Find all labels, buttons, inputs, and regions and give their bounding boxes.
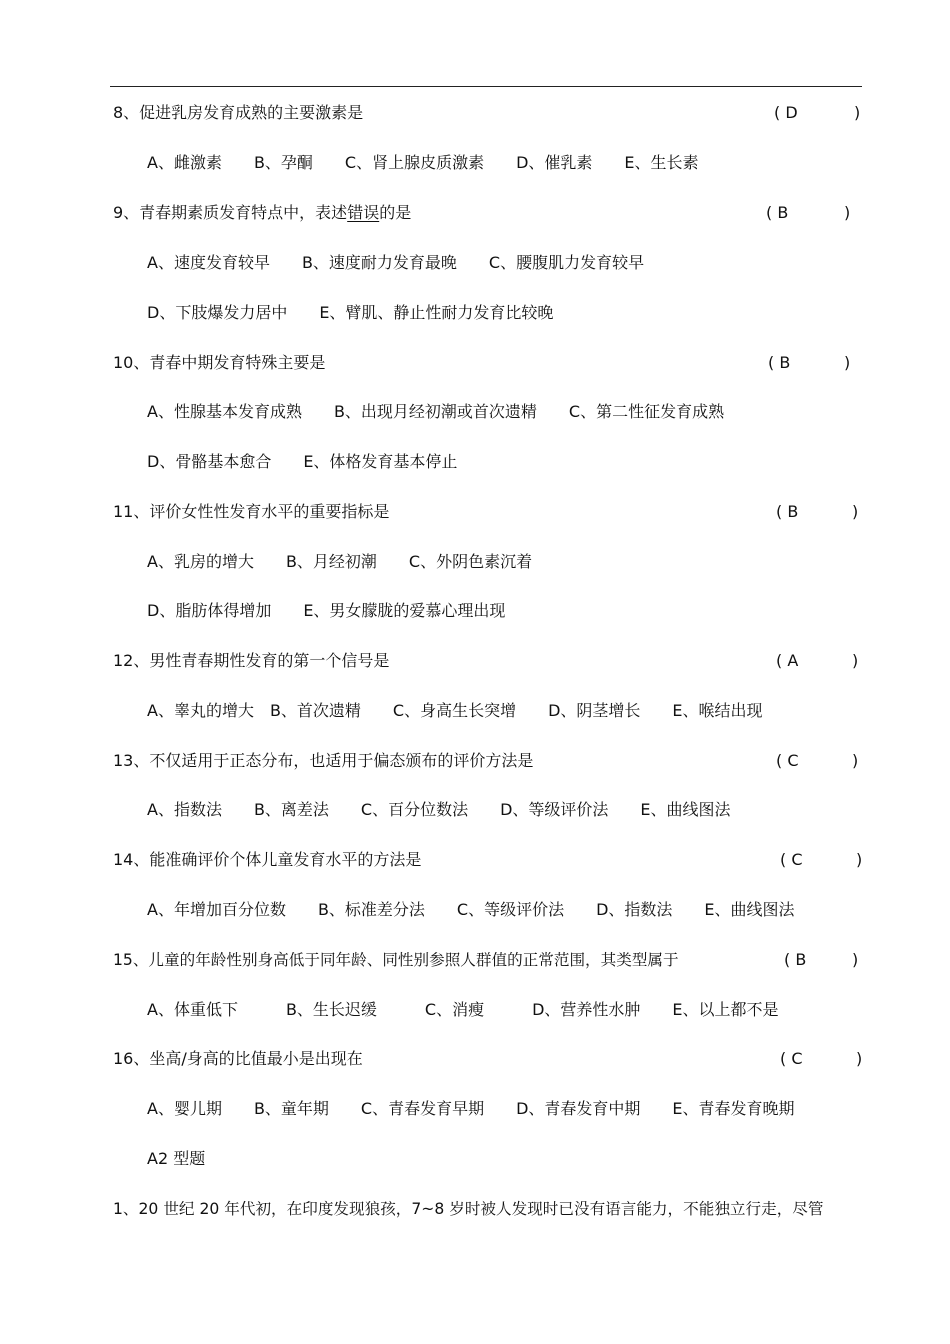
answer-letter: B — [777, 203, 789, 222]
stem-text: 9、青春期素质发育特点中，表述 — [113, 203, 348, 222]
question-stem: 15、儿童的年龄性别身高低于同年龄、同性别参照人群值的正常范围，其类型属于 — [113, 951, 679, 969]
question-stem — [113, 203, 411, 223]
answer-letter: D — [785, 103, 798, 122]
option-line: A、速度发育较早 B、速度耐力发育最晚 C、腰腹肌力发育较早 — [147, 253, 645, 272]
answer-letter: B — [779, 353, 791, 372]
answer-bracket: ( C ) — [780, 850, 863, 869]
a2-question-text: 1、20 世纪 20 年代初，在印度发现狼孩，7~8 岁时被人发现时已没有语言能力，不能独立行走，尽管 — [113, 1200, 824, 1218]
option-line: A、年增加百分位数 B、标准差分法 C、等级评价法 D、指数法 E、曲线图法 — [147, 900, 795, 919]
stem-text: 的是 — [379, 203, 412, 222]
answer-bracket: ( B ) — [784, 950, 859, 969]
option-line: A、乳房的增大 B、月经初潮 C、外阴色素沉着 — [147, 552, 533, 571]
answer-letter: B — [787, 502, 799, 521]
option-line: A、性腺基本发育成熟 B、出现月经初潮或首次遗精 C、第二性征发育成熟 — [147, 402, 725, 421]
question-stem: 14、能准确评价个体儿童发育水平的方法是 — [113, 850, 422, 869]
option-line: D、脂肪体得增加 E、男女朦胧的爱慕心理出现 — [147, 601, 506, 620]
answer-bracket: ( B ) — [768, 353, 851, 372]
question-stem: 8、促进乳房发育成熟的主要激素是 — [113, 103, 364, 122]
question-stem: 13、不仅适用于正态分布，也适用于偏态颁布的评价方法是 — [113, 751, 534, 770]
question-stem: 11、评价女性性发育水平的重要指标是 — [113, 502, 390, 521]
answer-bracket: ( A ) — [776, 651, 859, 670]
question-stem: 10、青春中期发育特殊主要是 — [113, 353, 326, 372]
answer-letter: C — [787, 751, 799, 770]
option-line: D、骨骼基本愈合 E、体格发育基本停止 — [147, 452, 458, 471]
answer-letter: C — [791, 850, 803, 869]
section-label: A2 型题 — [147, 1149, 206, 1168]
answer-bracket: ( C ) — [776, 751, 859, 770]
answer-bracket: ( C ) — [780, 1049, 863, 1068]
option-line: A、雌激素 B、孕酮 C、肾上腺皮质激素 D、催乳素 E、生长素 — [147, 153, 699, 172]
answer-bracket: ( B ) — [776, 502, 859, 521]
answer-bracket: ( D ) — [774, 103, 861, 122]
answer-bracket: ( B ) — [766, 203, 851, 222]
option-line: A、指数法 B、离差法 C、百分位数法 D、等级评价法 E、曲线图法 — [147, 800, 731, 819]
question-stem: 16、坐高/身高的比值最小是出现在 — [113, 1049, 363, 1068]
option-line: A、睾丸的增大 B、首次遗精 C、身高生长突增 D、阴茎增长 E、喉结出现 — [147, 701, 763, 720]
answer-letter: B — [795, 950, 807, 969]
header-rule — [110, 86, 862, 87]
option-line: A、婴儿期 B、童年期 C、青春发育早期 D、青春发育中期 E、青春发育晚期 — [147, 1099, 795, 1118]
answer-letter: C — [791, 1049, 803, 1068]
underlined-text: 错误 — [347, 203, 380, 222]
answer-letter: A — [787, 651, 799, 670]
option-line: A、体重低下 B、生长迟缓 C、消瘦 D、营养性水肿 E、以上都不是 — [147, 1000, 779, 1019]
option-line: D、下肢爆发力居中 E、臂肌、静止性耐力发育比较晚 — [147, 303, 554, 322]
question-stem: 12、男性青春期性发育的第一个信号是 — [113, 651, 390, 670]
